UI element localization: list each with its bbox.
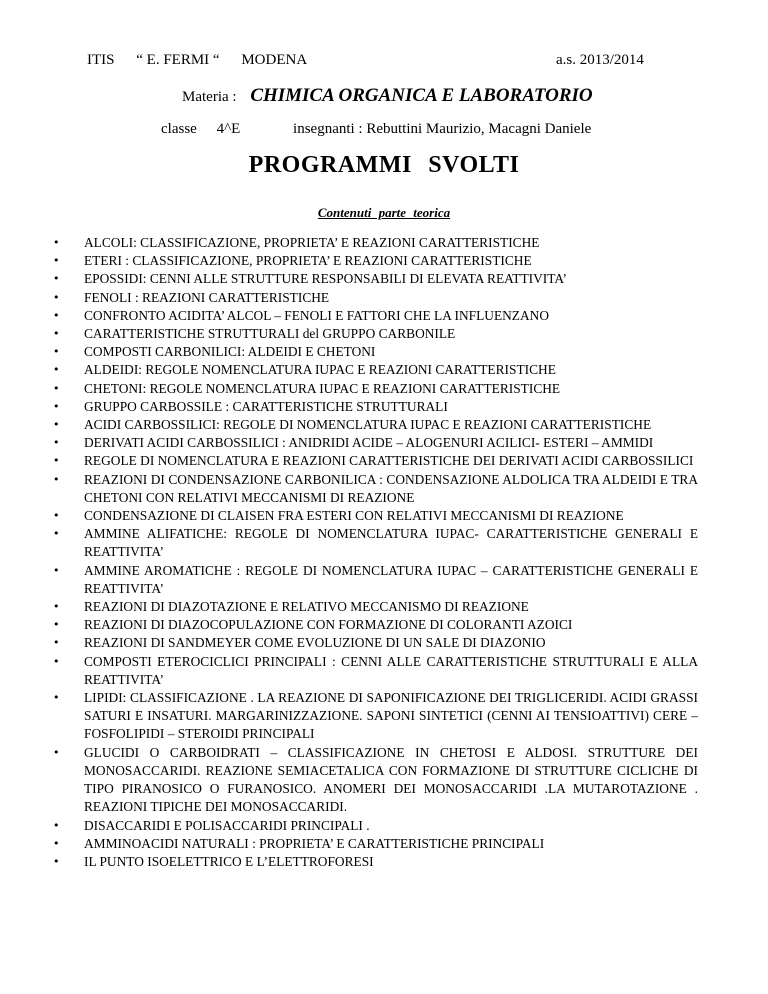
topic-item: • CHETONI: REGOLE NOMENCLATURA IUPAC E REAZIONI CARATTERISTICHE [84, 380, 698, 398]
school-year: a.s. 2013/2014 [556, 52, 644, 68]
topic-item: • DISACCARIDI E POLISACCARIDI PRINCIPALI . [84, 817, 698, 835]
topic-item: • ACIDI CARBOSSILICI: REGOLE DI NOMENCLATURA IUPAC E REAZIONI CARATTERISTICHE [84, 416, 698, 434]
topic-item: • AMMINOACIDI NATURALI : PROPRIETA’ E CARATTERISTICHE PRINCIPALI [84, 835, 698, 853]
school-header [87, 52, 325, 69]
school-city: MODENA [241, 52, 308, 68]
topic-item: • REAZIONI DI CONDENSAZIONE CARBONILICA : CONDENSAZIONE ALDOLICA TRA ALDEIDI E TRA CHETONI CON RELATIVI MECCANISMI DI REAZIONE [84, 471, 698, 507]
topic-item: • COMPOSTI ETEROCICLICI PRINCIPALI : CENNI ALLE CARATTERISTICHE STRUTTURALI E ALLA REATTIVITA’ [84, 653, 698, 689]
subject-label: Materia : [182, 89, 237, 105]
topic-item: • CARATTERISTICHE STRUTTURALI del GRUPPO CARBONILE [84, 325, 698, 343]
topic-item: • REAZIONI DI DIAZOTAZIONE E RELATIVO MECCANISMO DI REAZIONE [84, 598, 698, 616]
school-type: ITIS [87, 52, 115, 68]
class-line [161, 121, 591, 138]
topic-item: • LIPIDI: CLASSIFICAZIONE . LA REAZIONE DI SAPONIFICAZIONE DEI TRIGLICERIDI. ACIDI GRASSI SATURI E INSATURI. MARGARINIZZAZIONE. SAPONI SINTETICI (CENNI AI TENSIOATTIVI) CERE –FOSFOLIPIDI – STEROIDI PRINCIPALI [84, 689, 698, 744]
topic-item: • IL PUNTO ISOELETTRICO E L’ELETTROFORESI [84, 853, 698, 871]
topic-item: • COMPOSTI CARBONILICI: ALDEIDI E CHETONI [84, 343, 698, 361]
topic-item: • AMMINE AROMATICHE : REGOLE DI NOMENCLATURA IUPAC – CARATTERISTICHE GENERALI E REATTIVITA’ [84, 562, 698, 598]
topic-item: • CONFRONTO ACIDITA’ ALCOL – FENOLI E FATTORI CHE LA INFLUENZANO [84, 307, 698, 325]
topic-item: • CONDENSAZIONE DI CLAISEN FRA ESTERI CON RELATIVI MECCANISMI DI REAZIONE [84, 507, 698, 525]
topic-item: • GLUCIDI O CARBOIDRATI – CLASSIFICAZIONE IN CHETOSI E ALDOSI. STRUTTURE DEI MONOSACCARIDI. REAZIONE SEMIACETALICA CON FORMAZIONE DI STRUTTURE CICLICHE DI TIPO PIRANOSICO O FURANOSICO. ANOMERI DEI MONOSACCARIDI .LA MUTAROTAZIONE . REAZIONI TIPICHE DEI MONOSACCARIDI. [84, 744, 698, 817]
topic-item: • FENOLI : REAZIONI CARATTERISTICHE [84, 289, 698, 307]
topic-item: • AMMINE ALIFATICHE: REGOLE DI NOMENCLATURA IUPAC- CARATTERISTICHE GENERALI E REATTIVITA’ [84, 525, 698, 561]
topic-item: • ALDEIDI: REGOLE NOMENCLATURA IUPAC E REAZIONI CARATTERISTICHE [84, 361, 698, 379]
topic-item: • ETERI : CLASSIFICAZIONE, PROPRIETA’ E REAZIONI CARATTERISTICHE [84, 252, 698, 270]
topic-item: • REAZIONI DI SANDMEYER COME EVOLUZIONE DI UN SALE DI DIAZONIO [84, 634, 698, 652]
topic-item: • DERIVATI ACIDI CARBOSSILICI : ANIDRIDI ACIDE – ALOGENURI ACILICI- ESTERI – AMMIDI [84, 434, 698, 452]
topic-item: • REGOLE DI NOMENCLATURA E REAZIONI CARATTERISTICHE DEI DERIVATI ACIDI CARBOSSILICI [84, 452, 698, 470]
topic-item: • ALCOLI: CLASSIFICAZIONE, PROPRIETA’ E REAZIONI CARATTERISTICHE [84, 234, 698, 252]
topic-item: • GRUPPO CARBOSSILE : CARATTERISTICHE STRUTTURALI [84, 398, 698, 416]
class-label: classe [161, 121, 197, 137]
topics-list [84, 234, 698, 871]
topic-item: • EPOSSIDI: CENNI ALLE STRUTTURE RESPONSABILI DI ELEVATA REATTIVITA’ [84, 270, 698, 288]
class-value: 4^E [216, 121, 241, 137]
page-title: PROGRAMMI SVOLTI [248, 152, 520, 178]
topic-item: • REAZIONI DI DIAZOCOPULAZIONE CON FORMAZIONE DI COLORANTI AZOICI [84, 616, 698, 634]
subject-line [182, 85, 593, 107]
teachers: insegnanti : Rebuttini Maurizio, Macagni Daniele [293, 121, 592, 137]
subject-name: CHIMICA ORGANICA E LABORATORIO [250, 85, 593, 106]
section-title: Contenuti parte teorica [317, 205, 451, 220]
school-name: “ E. FERMI “ [136, 52, 220, 68]
